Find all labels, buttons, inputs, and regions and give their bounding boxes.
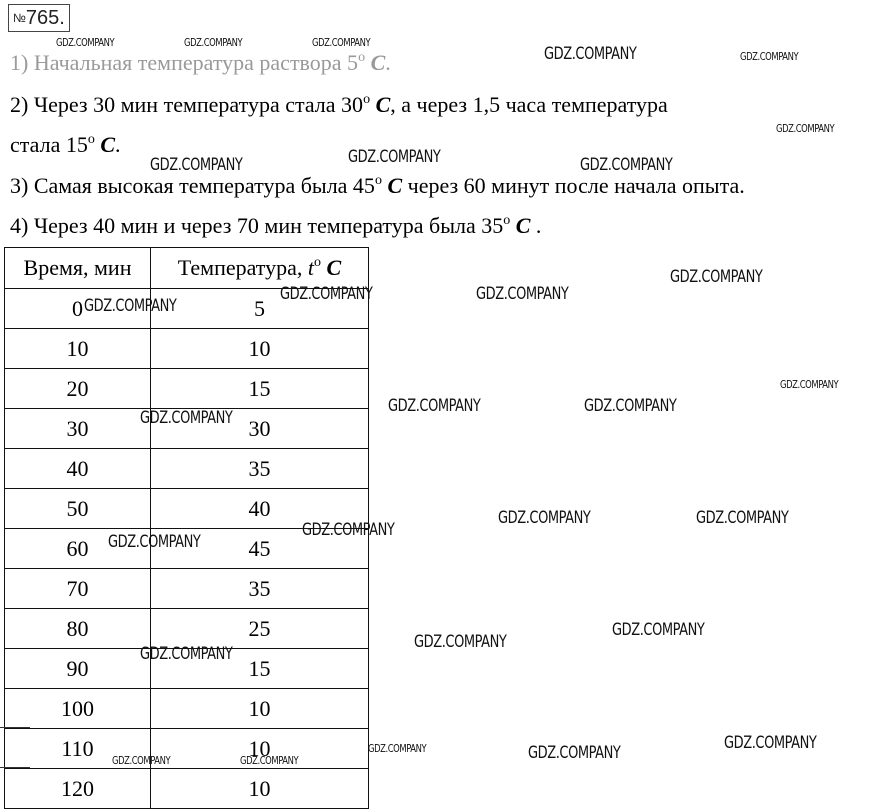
- cell-time: 120: [5, 769, 151, 809]
- watermark: GDZ.COMPANY: [724, 733, 817, 753]
- table-row: [5, 369, 369, 409]
- cell-temperature: 10: [151, 729, 369, 769]
- watermark: GDZ.COMPANY: [84, 296, 177, 316]
- degree-sign: о: [374, 173, 382, 188]
- margin-mark: [0, 727, 30, 728]
- cell-time: 70: [5, 569, 151, 609]
- cell-temperature: 25: [151, 609, 369, 649]
- watermark: GDZ.COMPANY: [776, 122, 835, 135]
- answer-line-3-text: 3) Самая высокая температура была 45: [10, 173, 375, 198]
- watermark: GDZ.COMPANY: [612, 620, 705, 640]
- watermark: GDZ.COMPANY: [140, 644, 233, 664]
- cell-time: 40: [5, 449, 151, 489]
- watermark: GDZ.COMPANY: [780, 378, 839, 391]
- unit-celsius: C: [370, 50, 386, 75]
- watermark: GDZ.COMPANY: [528, 743, 621, 763]
- table-row: [5, 569, 369, 609]
- watermark: GDZ.COMPANY: [584, 396, 677, 416]
- answer-line-2b-end: .: [115, 132, 121, 157]
- watermark: GDZ.COMPANY: [56, 36, 115, 49]
- cell-temperature: 15: [151, 369, 369, 409]
- cell-time: 30: [5, 409, 151, 449]
- watermark: GDZ.COMPANY: [348, 147, 441, 167]
- table-row: [5, 729, 369, 769]
- unit-celsius: C: [515, 213, 531, 238]
- table-row: [5, 609, 369, 649]
- watermark: GDZ.COMPANY: [498, 508, 591, 528]
- watermark: GDZ.COMPANY: [580, 155, 673, 175]
- cell-temperature: 30: [151, 409, 369, 449]
- watermark: GDZ.COMPANY: [112, 754, 171, 767]
- watermark: GDZ.COMPANY: [670, 267, 763, 287]
- watermark: GDZ.COMPANY: [740, 50, 799, 63]
- degree-sign: о: [358, 50, 366, 65]
- degree-sign: о: [314, 255, 322, 270]
- header-temp-label: Температура,: [177, 255, 308, 280]
- cell-time: 60: [5, 529, 151, 569]
- table-row: [5, 449, 369, 489]
- header-temperature: [151, 248, 369, 289]
- cell-temperature: 10: [151, 769, 369, 809]
- cell-time: 110: [5, 729, 151, 769]
- degree-sign: о: [87, 132, 95, 147]
- unit-celsius: C: [326, 255, 342, 280]
- cell-temperature: 35: [151, 569, 369, 609]
- watermark: GDZ.COMPANY: [368, 742, 427, 755]
- cell-time: 80: [5, 609, 151, 649]
- answer-line-2-end: , а через 1,5 часа температура: [390, 92, 668, 117]
- cell-time: 10: [5, 329, 151, 369]
- cell-temperature: 5: [151, 289, 369, 329]
- task-number: 765.: [25, 7, 65, 29]
- header-time: Время, мин: [5, 248, 151, 289]
- watermark: GDZ.COMPANY: [240, 754, 299, 767]
- unit-celsius: C: [387, 173, 403, 198]
- cell-temperature: 35: [151, 449, 369, 489]
- number-sign: №: [13, 11, 26, 25]
- watermark: GDZ.COMPANY: [544, 44, 637, 64]
- cell-temperature: 45: [151, 529, 369, 569]
- degree-sign: о: [503, 213, 511, 228]
- cell-temperature: 15: [151, 649, 369, 689]
- answer-line-2-text: 2) Через 30 мин температура стала 30: [10, 92, 364, 117]
- watermark: GDZ.COMPANY: [150, 155, 243, 175]
- answer-line-2: [10, 87, 668, 118]
- cell-time: 0: [5, 289, 151, 329]
- answer-line-1: [10, 45, 391, 76]
- answer-line-2-continued: [10, 127, 121, 158]
- watermark: GDZ.COMPANY: [280, 284, 373, 304]
- degree-sign: о: [363, 92, 371, 107]
- table-header-row: [5, 248, 369, 289]
- unit-celsius: C: [375, 92, 391, 117]
- watermark: GDZ.COMPANY: [388, 396, 481, 416]
- answer-line-1-end: .: [385, 50, 391, 75]
- cell-temperature: 10: [151, 329, 369, 369]
- answer-line-2b-text: стала 15: [10, 132, 88, 157]
- watermark: GDZ.COMPANY: [312, 36, 371, 49]
- cell-temperature: 10: [151, 689, 369, 729]
- margin-mark: [0, 767, 30, 768]
- table-row: [5, 769, 369, 809]
- cell-time: 20: [5, 369, 151, 409]
- cell-time: 100: [5, 689, 151, 729]
- answer-line-4-end: .: [530, 213, 542, 238]
- watermark: GDZ.COMPANY: [414, 632, 507, 652]
- watermark: GDZ.COMPANY: [108, 532, 201, 552]
- header-temp-var: t: [307, 255, 315, 280]
- answer-line-3-end: через 60 минут после начала опыта.: [402, 173, 745, 198]
- table-row: [5, 689, 369, 729]
- cell-time: 50: [5, 489, 151, 529]
- cell-temperature: 40: [151, 489, 369, 529]
- watermark: GDZ.COMPANY: [302, 520, 395, 540]
- answer-line-1-text: 1) Начальная температура раствора 5: [10, 50, 359, 75]
- table-row: [5, 329, 369, 369]
- watermark: GDZ.COMPANY: [476, 284, 569, 304]
- answer-line-4: [10, 208, 541, 239]
- watermark: GDZ.COMPANY: [184, 36, 243, 49]
- task-number-box: [8, 4, 70, 32]
- watermark: GDZ.COMPANY: [696, 508, 789, 528]
- cell-time: 90: [5, 649, 151, 689]
- watermark: GDZ.COMPANY: [140, 408, 233, 428]
- unit-celsius: C: [100, 132, 116, 157]
- answer-line-4-text: 4) Через 40 мин и через 70 мин температура была 35: [10, 213, 504, 238]
